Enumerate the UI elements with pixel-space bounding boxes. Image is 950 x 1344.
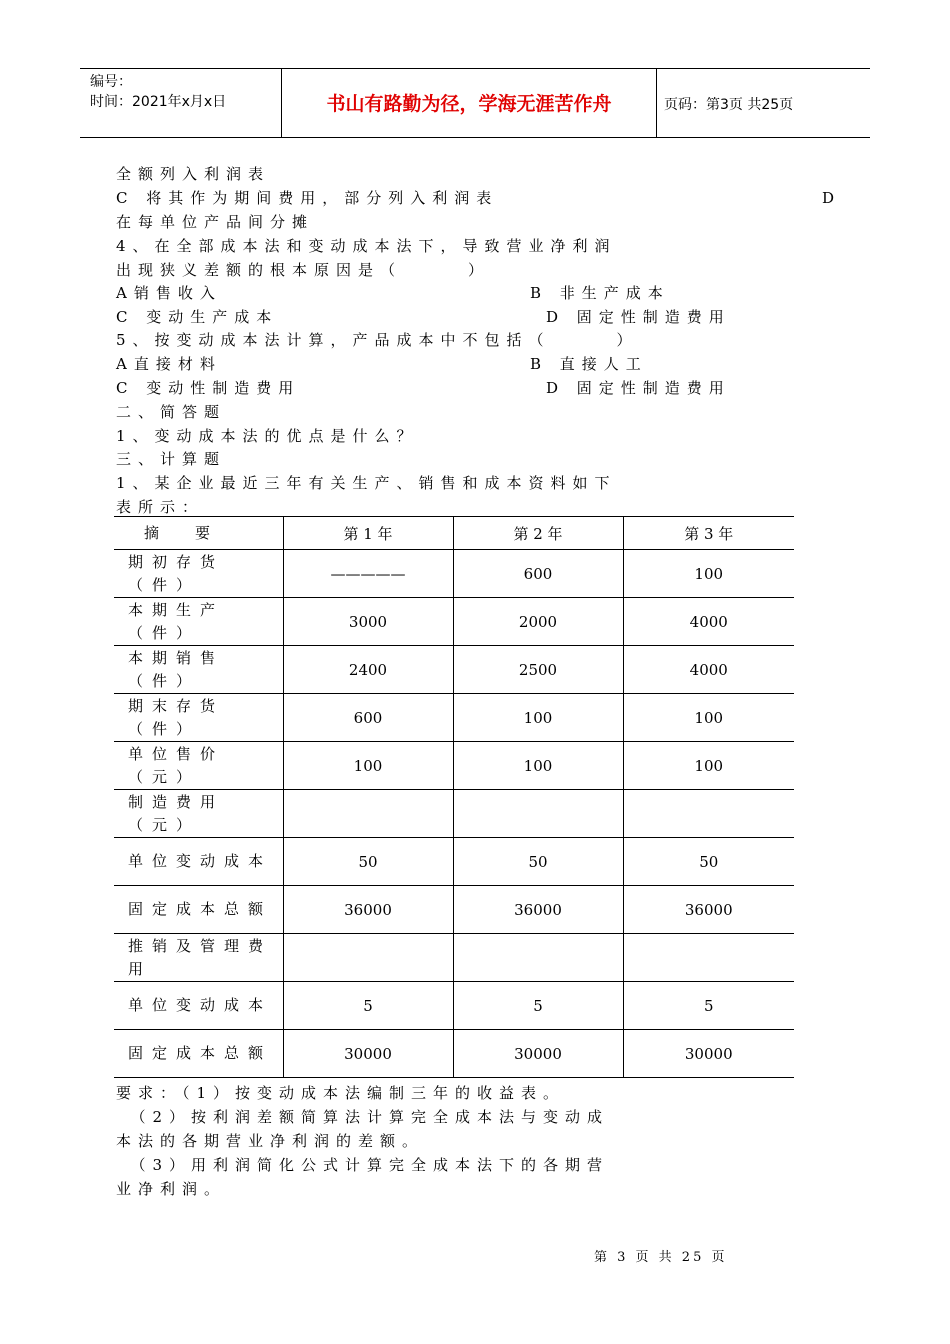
text-line: 全额列入利润表: [116, 165, 271, 183]
option-text: C 将其作为期间费用，部分列入利润表: [116, 189, 499, 207]
table-cell: 36000: [623, 886, 794, 934]
document-number-label: 编号：: [90, 74, 132, 90]
table-cell: 100: [453, 694, 623, 742]
row-label: 固定成本总额: [114, 886, 283, 934]
page-footer: 第 3 页 共 25 页: [594, 1250, 728, 1265]
option-d: D: [822, 189, 842, 207]
table-header-cell: 第 1 年: [283, 517, 453, 550]
text-line: [116, 378, 836, 398]
table-cell: 5: [623, 982, 794, 1030]
row-label: 期初存货（件）: [114, 550, 283, 598]
table-cell: 50: [623, 838, 794, 886]
question-text: 1、某企业最近三年有关生产、销售和成本资料如下: [116, 474, 617, 492]
table-cell: 2500: [453, 646, 623, 694]
table-cell: 50: [453, 838, 623, 886]
option-c: C 变动性制造费用: [116, 379, 301, 397]
row-label: 固定成本总额: [114, 1030, 283, 1078]
table-cell: [283, 934, 453, 982]
option-b: B 非生产成本: [530, 284, 670, 302]
cost-data-table: [114, 516, 794, 1078]
table-cell: 100: [283, 742, 453, 790]
table-row: [114, 934, 794, 982]
table-row: [114, 790, 794, 838]
table-cell: 600: [283, 694, 453, 742]
document-date-label: 时间：2021年x月x日: [90, 94, 227, 110]
table-header-row: [114, 517, 794, 550]
option-d: D 固定性制造费用: [546, 308, 731, 326]
question-5: 5、按变动成本法计算，产品成本中不包括（ ）: [116, 331, 639, 349]
table-cell: —————: [283, 550, 453, 598]
table-cell: [283, 790, 453, 838]
table-row: [114, 838, 794, 886]
row-label: 单位变动成本: [114, 838, 283, 886]
table-cell: 36000: [283, 886, 453, 934]
table-cell: 5: [453, 982, 623, 1030]
row-label: 制造费用（元）: [114, 790, 283, 838]
table-header-cell: 第 3 年: [623, 517, 794, 550]
text-line: [116, 307, 836, 327]
table-cell: 30000: [283, 1030, 453, 1078]
option-c: C 变动生产成本: [116, 308, 279, 326]
table-row: [114, 598, 794, 646]
requirement-line: （3）用利润简化公式计算完全成本法下的各期营: [116, 1156, 610, 1174]
row-label: 本期销售（件）: [114, 646, 283, 694]
table-cell: 5: [283, 982, 453, 1030]
row-label: 本期生产（件）: [114, 598, 283, 646]
table-cell: [453, 934, 623, 982]
option-b: B 直接人工: [530, 355, 648, 373]
table-cell: [453, 790, 623, 838]
table-header-cell: 摘 要: [114, 517, 283, 550]
table-row: [114, 982, 794, 1030]
requirement-line: （2）按利润差额简算法计算完全成本法与变动成: [116, 1108, 610, 1126]
table-cell: 4000: [623, 646, 794, 694]
text-line: [116, 354, 836, 374]
option-a: A直接材料: [116, 355, 222, 373]
text-line: 表所示：: [116, 498, 205, 516]
table-row: [114, 550, 794, 598]
section-heading: 二、简答题: [116, 403, 227, 421]
question-text: 1、变动成本法的优点是什么？: [116, 427, 419, 445]
table-cell: 100: [623, 550, 794, 598]
table-cell: 100: [623, 694, 794, 742]
table-cell: 36000: [453, 886, 623, 934]
page-header: [80, 68, 870, 138]
text-line: 出现狭义差额的根本原因是（ ）: [116, 261, 491, 279]
table-cell: 4000: [623, 598, 794, 646]
option-a: A销售收入: [116, 284, 222, 302]
table-cell: 50: [283, 838, 453, 886]
table-cell: 30000: [623, 1030, 794, 1078]
table-row: [114, 646, 794, 694]
table-row: [114, 694, 794, 742]
row-label: 单位售价（元）: [114, 742, 283, 790]
text-line: [116, 188, 842, 208]
requirement-line: 业净利润。: [116, 1180, 227, 1198]
header-page-number: 页码：第3页 共25页: [664, 97, 794, 113]
table-cell: 600: [453, 550, 623, 598]
table-cell: 3000: [283, 598, 453, 646]
table-row: [114, 742, 794, 790]
header-divider: [656, 69, 657, 137]
table-cell: 100: [623, 742, 794, 790]
text-line: [116, 283, 836, 303]
text-line: 在每单位产品间分摊: [116, 213, 315, 231]
table-row: [114, 1030, 794, 1078]
row-label: 单位变动成本: [114, 982, 283, 1030]
row-label: 期末存货（件）: [114, 694, 283, 742]
row-label: 推销及管理费用: [114, 934, 283, 982]
table-cell: 100: [453, 742, 623, 790]
requirement-line: 要求：（1）按变动成本法编制三年的收益表。: [116, 1084, 566, 1102]
table-header-cell: 第 2 年: [453, 517, 623, 550]
header-meta: [90, 72, 226, 112]
table-cell: [623, 790, 794, 838]
option-d: D 固定性制造费用: [546, 379, 731, 397]
table-row: [114, 886, 794, 934]
section-heading: 三、计算题: [116, 450, 227, 468]
table-cell: [623, 934, 794, 982]
header-motto: 书山有路勤为径，学海无涯苦作舟: [326, 93, 612, 115]
requirement-line: 本法的各期营业净利润的差额。: [116, 1132, 425, 1150]
table-cell: 30000: [453, 1030, 623, 1078]
question-4: 4、在全部成本法和变动成本法下，导致营业净利润: [116, 237, 617, 255]
table-cell: 2400: [283, 646, 453, 694]
table-cell: 2000: [453, 598, 623, 646]
